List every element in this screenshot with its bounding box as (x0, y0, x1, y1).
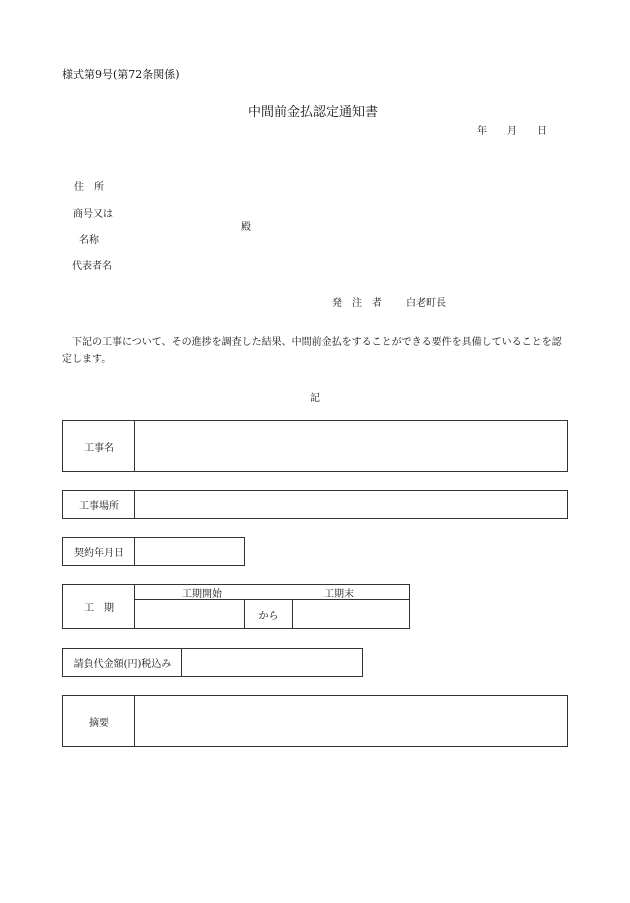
name-label: 名称 (79, 235, 99, 246)
trade-name-label: 商号又は (73, 209, 113, 220)
contract-amount-field[interactable] (182, 649, 362, 676)
contract-date-row (62, 537, 245, 566)
contract-amount-row (62, 648, 363, 677)
body-text-line2: 定します。 (62, 354, 112, 365)
period-start-label: 工期開始 (182, 588, 222, 600)
contract-amount-label: 請負代金額(円)税込み (73, 659, 172, 670)
honorific: 殿 (241, 222, 251, 233)
construction-site-row (62, 490, 568, 519)
remarks-label: 摘要 (89, 717, 109, 729)
construction-name-field[interactable] (135, 421, 567, 471)
period-start-field[interactable] (135, 600, 244, 628)
construction-name-row (62, 420, 568, 472)
period-label: 工 期 (84, 603, 114, 614)
form-number: 様式第9号(第72条関係) (62, 68, 180, 81)
issuer-name: 白老町長 (406, 298, 446, 309)
document-title: 中間前金払認定通知書 (248, 105, 379, 120)
period-from-label: から (258, 610, 279, 622)
address-label: 住 所 (74, 182, 104, 193)
contract-date-field[interactable] (135, 538, 244, 565)
construction-site-label: 工事場所 (79, 501, 119, 512)
issuer-label: 発 注 者 (332, 298, 382, 309)
date-day: 日 (537, 126, 547, 137)
body-text-line1: 下記の工事について、その進捗を調査した結果、中間前金払をすることができる要件を具備していることを認 (72, 337, 562, 348)
representative-label: 代表者名 (72, 261, 112, 272)
period-end-field[interactable] (293, 600, 409, 628)
ki-label: 記 (310, 393, 320, 404)
construction-name-label: 工事名 (84, 442, 114, 454)
remarks-row (62, 695, 568, 747)
date-year: 年 (477, 126, 487, 137)
contract-date-label: 契約年月日 (74, 548, 124, 559)
period-table (62, 584, 410, 629)
period-end-label: 工期末 (324, 588, 354, 600)
remarks-field[interactable] (135, 696, 567, 746)
date-month: 月 (507, 126, 517, 137)
construction-site-field[interactable] (135, 491, 567, 518)
